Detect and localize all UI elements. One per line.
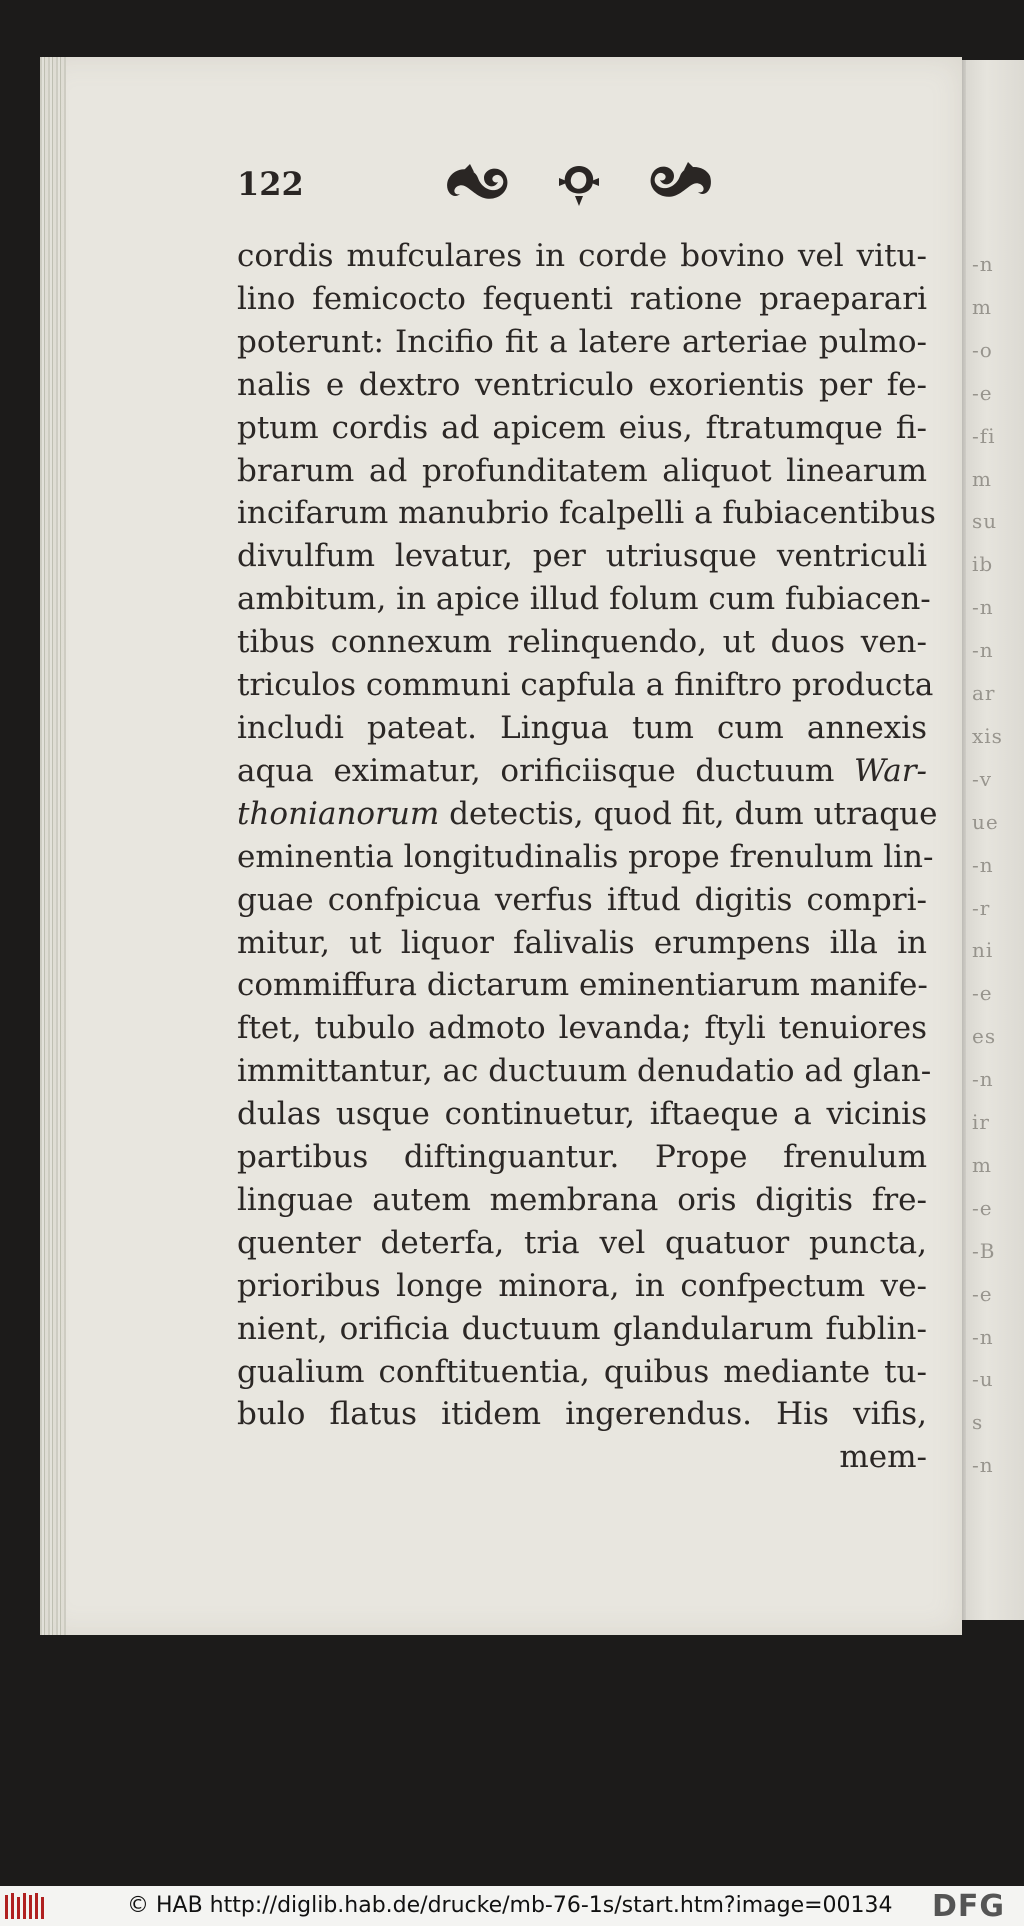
- text-line: ambitum, in apice illud folum cum fubiacen-: [237, 581, 931, 618]
- next-page-fragment: m: [972, 294, 992, 319]
- next-page-fragment: es: [972, 1024, 997, 1049]
- next-page-fragment: xis: [972, 723, 1003, 748]
- text-line: dulas usque continuetur, iftaeque a vicinis: [237, 1096, 927, 1133]
- next-page-fragment: -B: [972, 1238, 996, 1263]
- text-line: guae confpicua verfus iftud digitis compri-: [237, 881, 927, 918]
- text-line: lino femicocto fequenti ratione praeparari: [237, 280, 927, 317]
- text-line: mitur, ut liquor falivalis erumpens illa in: [237, 924, 927, 961]
- footer-bar: [0, 1886, 1024, 1926]
- text-line: triculos communi capfula a finiftro producta: [237, 667, 934, 704]
- text-line: cordis mufculares in corde bovino vel vitu-: [237, 238, 927, 274]
- next-page-fragment: su: [972, 509, 998, 534]
- text-line: immittantur, ac ductuum denudatio ad glan-: [237, 1053, 932, 1090]
- text-line: linguae autem membrana oris digitis fre-: [237, 1181, 927, 1218]
- text-line: ftet, tubulo admoto levanda; ftyli tenuiores: [237, 1010, 927, 1047]
- text-line: tibus connexum relinquendo, ut duos ven-: [237, 624, 927, 661]
- next-page-fragment: -u: [972, 1367, 994, 1392]
- next-page-fragment: -o: [972, 337, 993, 362]
- page-text: [237, 235, 938, 1479]
- ornament-icon: [444, 160, 714, 212]
- next-page-fragment: m: [972, 466, 992, 491]
- next-page-fragment: -e: [972, 1281, 993, 1306]
- text-line: eminentia longitudinalis prope frenulum lin-: [237, 838, 934, 875]
- next-page-fragment: ir: [972, 1110, 990, 1134]
- next-page-fragment: ib: [972, 552, 994, 577]
- next-page-fragment: -n: [972, 1453, 994, 1478]
- text-line: partibus diftinguantur. Prope frenulum: [237, 1139, 927, 1176]
- italic-name: War-: [854, 752, 927, 789]
- italic-name: thonianorum: [237, 795, 440, 832]
- text-line: bulo flatus itidem ingerendus. His vifis,: [237, 1396, 927, 1433]
- next-page-fragment: -e: [972, 981, 993, 1006]
- page-number: 122: [237, 165, 304, 203]
- next-page-fragment: s: [972, 1410, 984, 1435]
- text-line: quenter deterfa, tria vel quatuor puncta,: [237, 1224, 927, 1261]
- next-page-fragment: -fi: [972, 423, 996, 448]
- next-page-fragment: -n: [972, 852, 994, 877]
- text-line: poterunt: Incifio fit a latere arteriae pulmo-: [237, 323, 927, 360]
- next-page-fragment: -n: [972, 1067, 994, 1092]
- next-page-fragment: -n: [972, 252, 994, 276]
- next-page-fragment: -v: [972, 766, 993, 791]
- text-line: brarum ad profunditatem aliquot linearum: [237, 452, 927, 489]
- source-link[interactable]: © HAB http://diglib.hab.de/drucke/mb-76-1s/start.htm?image=00134: [127, 1893, 893, 1918]
- text-line: ptum cordis ad apicem eius, ftratumque fi-: [237, 409, 927, 446]
- text-run: aqua eximatur, orificiisque ductuum: [237, 752, 855, 789]
- text-line: prioribus longe minora, in confpectum ve-: [237, 1267, 927, 1304]
- next-page-fragment: -n: [972, 1324, 994, 1349]
- text-line: commiffura dictarum eminentiarum manife-: [237, 967, 928, 1004]
- next-page-fragment: ar: [972, 681, 996, 705]
- hab-logo-icon: [4, 1891, 48, 1921]
- text-line: [237, 750, 927, 793]
- next-page-fragment: ue: [972, 809, 999, 834]
- catchword: mem-: [839, 1439, 927, 1476]
- next-page-fragment: -e: [972, 380, 993, 405]
- next-page-fragment: m: [972, 1152, 992, 1177]
- next-page-fragment: -e: [972, 1195, 993, 1220]
- next-page-fragment: -n: [972, 595, 994, 620]
- dfg-logo: DFG: [932, 1889, 1006, 1924]
- text-line: divulfum levatur, per utriusque ventriculi: [237, 538, 927, 575]
- text-run: detectis, quod fit, dum utraque: [449, 795, 938, 832]
- next-page-fragment: -r: [972, 895, 991, 920]
- text-line: gualium conftituentia, quibus mediante tu-: [237, 1353, 927, 1390]
- next-page-fragment: -n: [972, 638, 994, 663]
- text-line: [237, 793, 938, 836]
- next-page-fragment: ni: [972, 938, 994, 963]
- text-line: nalis e dextro ventriculo exorientis per fe-: [237, 366, 927, 403]
- next-page-edge: [962, 60, 1024, 1620]
- text-line: nient, orificia ductuum glandularum fublin-: [237, 1310, 927, 1347]
- text-line: incifarum manubrio fcalpelli a fubiacentibus: [237, 495, 936, 532]
- page-stack-edge: [40, 57, 66, 1635]
- text-line: includi pateat. Lingua tum cum annexis: [237, 709, 927, 746]
